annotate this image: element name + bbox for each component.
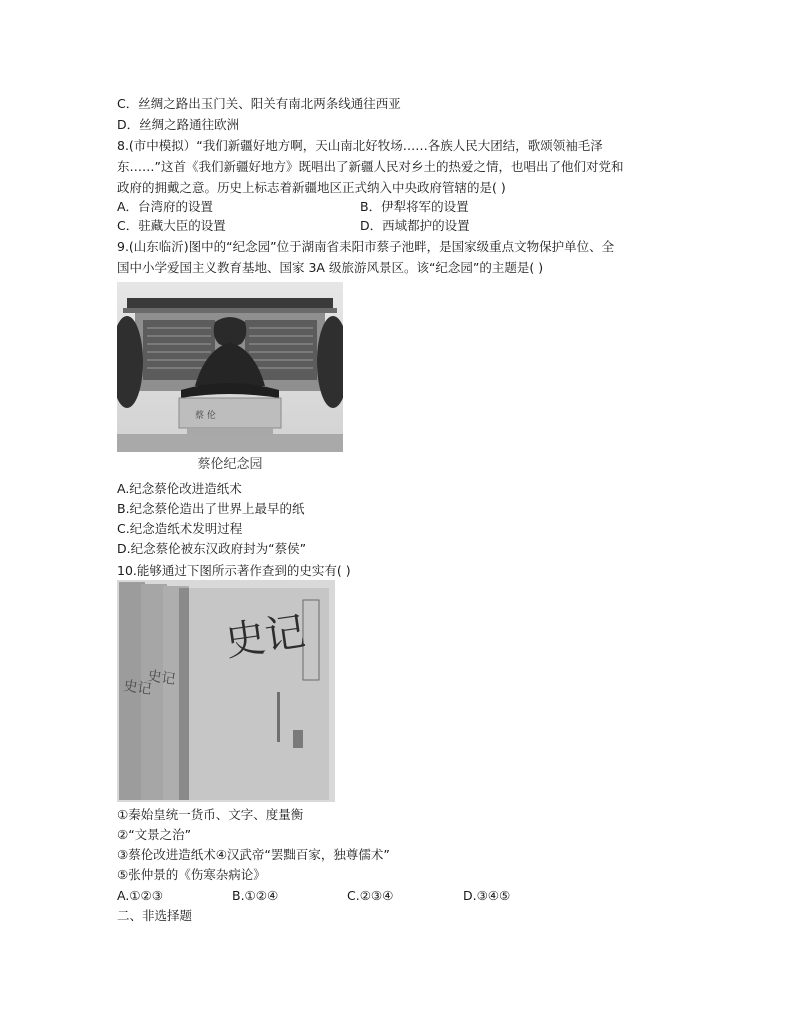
cover-title: 史记 — [222, 608, 309, 666]
q8-stem-line1: 8.(市中模拟）“我们新疆好地方啊，天山南北好牧场……各族人民大团结，歌颂领袖毛泽 — [117, 138, 603, 153]
q8-stem-line2: 东……”这首《我们新疆好地方》既唱出了新疆人民对乡土的热爱之情，也唱出了他们对党和 — [117, 159, 624, 174]
q9-option-b: B.纪念蔡伦造出了世界上最早的纸 — [117, 501, 305, 516]
shiji-books-photo — [117, 580, 335, 802]
q10-option-d: D.③④⑤ — [463, 888, 511, 903]
shiji-books-image — [117, 580, 335, 802]
q9-stem-line2: 国中小学爱国主义教育基地、国家 3A 级旅游风景区。该“纪念园”的主题是( ) — [117, 260, 544, 275]
pedestal-inscription: 蔡 伦 — [195, 411, 216, 421]
q8-option-b: B．伊犁将军的设置 — [360, 199, 469, 214]
q10-option-c: C.②③④ — [347, 888, 394, 903]
q9-option-a: A.纪念蔡伦改进造纸术 — [117, 481, 242, 496]
q7-option-d: D．丝绸之路通往欧洲 — [117, 117, 240, 132]
q8-stem-line3: 政府的拥戴之意。历史上标志着新疆地区正式纳入中央政府管辖的是( ) — [117, 180, 506, 195]
cai-lun-memorial-photo — [117, 282, 343, 474]
q10-option-b: B.①②④ — [232, 888, 279, 903]
q10-item-1: ①秦始皇统一货币、文字、度量衡 — [117, 807, 304, 822]
q10-item-2: ②“文景之治” — [117, 827, 192, 842]
spine-title-1: 史记 — [122, 678, 153, 698]
spine-title-2: 史记 — [146, 668, 177, 688]
q7-option-c: C．丝绸之路出玉门关、阳关有南北两条线通往西亚 — [117, 96, 401, 111]
section-heading: 二、非选择题 — [117, 908, 193, 923]
q9-option-d: D.纪念蔡伦被东汉政府封为“蔡侯” — [117, 541, 307, 556]
q8-option-c: C．驻藏大臣的设置 — [117, 218, 226, 233]
q9-stem-line1: 9.(山东临沂)图中的“纪念园”位于湖南省耒阳市蔡子池畔，是国家级重点文物保护单位、全 — [117, 239, 615, 254]
memorial-statue-image — [117, 282, 343, 474]
q8-option-d: D．西域都护的设置 — [360, 218, 470, 233]
q10-stem: 10.能够通过下图所示著作查到的史实有( ) — [117, 563, 351, 578]
q8-option-a: A．台湾府的设置 — [117, 199, 214, 214]
q10-option-a: A.①②③ — [117, 888, 163, 903]
q9-option-c: C.纪念造纸术发明过程 — [117, 521, 243, 536]
q10-item-5: ⑤张仲景的《伤寒杂病论》 — [117, 867, 266, 882]
q10-item-3-4: ③蔡伦改进造纸术④汉武帝“罢黜百家，独尊儒术” — [117, 847, 390, 862]
photo-caption: 蔡伦纪念园 — [197, 457, 263, 472]
